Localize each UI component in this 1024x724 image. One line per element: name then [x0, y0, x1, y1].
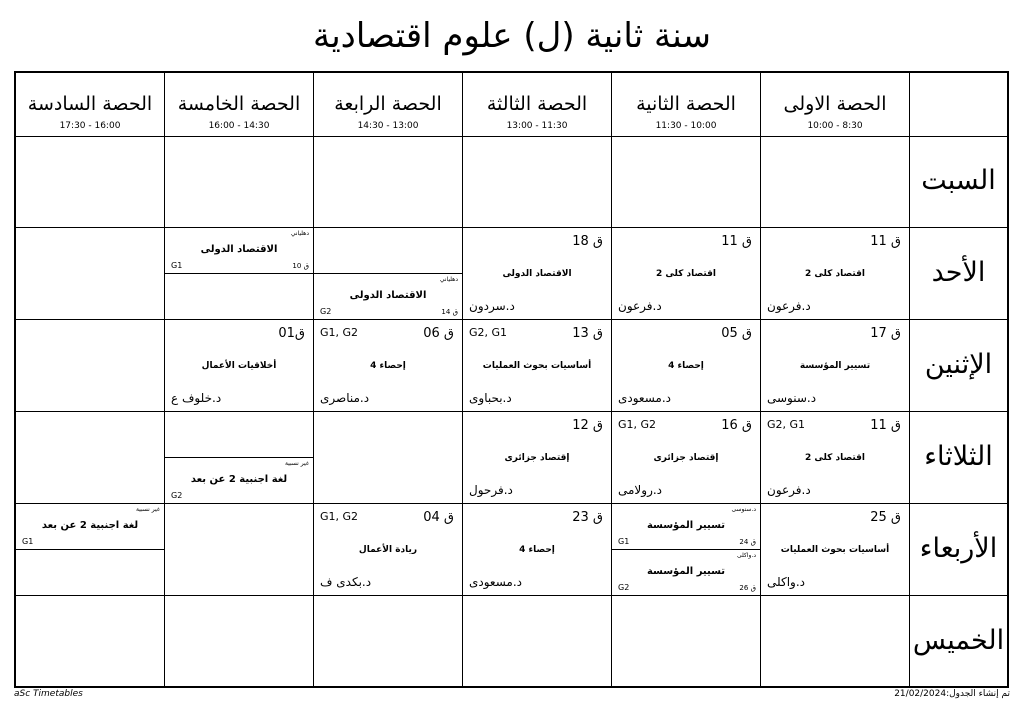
teacher-label: دهلياني — [290, 230, 309, 237]
group-label: G1 — [171, 261, 183, 270]
group-label: G1, G2 — [618, 418, 657, 431]
subject-label: الاقتصاد الدولى — [200, 244, 278, 255]
subject-label: إقتصاد جزائرى — [504, 453, 570, 463]
half-divider — [16, 549, 164, 550]
room-label: ق 24 — [739, 538, 756, 546]
teacher-label: د.واكلى — [767, 575, 805, 589]
subject-label: اقتصاد كلى 2 — [804, 453, 866, 463]
lesson-cell[interactable] — [612, 412, 760, 503]
period-name: الحصة الاولى — [783, 93, 887, 115]
subject-label: اقتصاد كلى 2 — [804, 269, 866, 279]
teacher-label: د.خلوف ع — [171, 391, 222, 405]
group-label: G2 — [320, 307, 332, 316]
group-label: G2, G1 — [469, 326, 508, 339]
room-label: ق 14 — [441, 308, 458, 316]
half-lesson-cell[interactable] — [612, 550, 760, 595]
lesson-cell[interactable] — [761, 412, 909, 503]
subject-label: إحصاء 4 — [370, 361, 406, 371]
teacher-label: د.بحباوى — [469, 391, 512, 405]
teacher-label: د.مسعودى — [469, 575, 523, 589]
lesson-cell[interactable] — [463, 320, 611, 411]
subject-label: إحصاء 4 — [668, 361, 704, 371]
period-time: 17:30 - 16:00 — [59, 121, 121, 131]
half-lesson-cell[interactable] — [165, 458, 313, 503]
group-label: G2, G1 — [767, 418, 806, 431]
day-sunday: الأحد — [931, 257, 986, 288]
teacher-label: د.واكلى — [737, 552, 756, 559]
half-lesson-cell[interactable] — [314, 274, 462, 319]
teacher-label: د.فرعون — [767, 483, 811, 497]
room-label: ق 05 — [721, 326, 752, 341]
lesson-cell[interactable] — [612, 228, 760, 319]
group-label: G1, G2 — [320, 326, 359, 339]
room-label: ق 06 — [423, 326, 454, 341]
subject-label: أخلاقيات الأعمال — [201, 361, 277, 371]
room-label: ق 18 — [572, 234, 603, 249]
room-label: ق 11 — [721, 234, 752, 249]
subject-label: تسيير المؤسسة — [646, 520, 726, 531]
period-name: الحصة الرابعة — [334, 93, 442, 115]
day-tuesday: الثلاثاء — [924, 441, 993, 472]
subject-label: أساسيات بحوث العمليات — [780, 545, 890, 555]
subject-label: لغة اجنبية 2 عن بعد — [190, 474, 288, 485]
teacher-label: د.مسعودى — [618, 391, 672, 405]
period-time: 14:30 - 13:00 — [357, 121, 419, 131]
teacher-label: د.فرعون — [618, 299, 662, 313]
period-header-2 — [612, 73, 760, 136]
subject-label: اقتصاد كلى 2 — [655, 269, 717, 279]
subject-label: الاقتصاد الدولى — [349, 290, 427, 301]
room-label: ق 11 — [870, 418, 901, 433]
room-label: ق 17 — [870, 326, 901, 341]
teacher-label: د.فرعون — [767, 299, 811, 313]
teacher-label: غير نسبية — [284, 460, 309, 467]
page-title: سنة ثانية (ل) علوم اقتصادية — [312, 16, 711, 56]
room-label: ق 13 — [572, 326, 603, 341]
day-monday: الإثنين — [924, 349, 993, 380]
subject-label: لغة اجنبية 2 عن بعد — [41, 520, 139, 531]
subject-label: إحصاء 4 — [519, 545, 555, 555]
room-label: ق 12 — [572, 418, 603, 433]
group-label: G2 — [171, 491, 183, 500]
lesson-cell[interactable] — [761, 320, 909, 411]
period-name: الحصة الثالثة — [486, 93, 588, 115]
period-name: الحصة السادسة — [27, 93, 153, 115]
period-header-3 — [463, 73, 611, 136]
teacher-label: د.سنوسى — [767, 391, 817, 405]
period-name: الحصة الثانية — [636, 93, 736, 115]
day-wednesday: الأربعاء — [919, 533, 998, 564]
lesson-cell[interactable] — [165, 320, 313, 411]
software-credit: aSc Timetables — [14, 689, 83, 699]
group-label: G1 — [618, 537, 630, 546]
lesson-cell[interactable] — [314, 320, 462, 411]
subject-label: تسيير المؤسسة — [646, 566, 726, 577]
subject-label: أساسيات بحوث العمليات — [482, 361, 592, 371]
lesson-cell[interactable] — [463, 504, 611, 595]
teacher-label: د.بكدى ف — [320, 575, 372, 589]
half-lesson-cell[interactable] — [16, 504, 164, 549]
group-label: G1, G2 — [320, 510, 359, 523]
room-label: ق 11 — [870, 234, 901, 249]
period-header-5 — [165, 73, 313, 136]
period-header-4 — [314, 73, 462, 136]
created-date: تم إنشاء الجدول:21/02/2024 — [894, 689, 1010, 699]
room-label: ق 16 — [721, 418, 752, 433]
subject-label: تسيير المؤسسة — [799, 361, 871, 371]
subject-label: الاقتصاد الدولى — [502, 269, 572, 279]
teacher-label: دهلياني — [439, 276, 458, 283]
period-header-6 — [16, 73, 164, 136]
lesson-cell[interactable] — [314, 504, 462, 595]
half-lesson-cell[interactable] — [165, 228, 313, 273]
lesson-cell[interactable] — [463, 228, 611, 319]
group-label: G1 — [22, 537, 34, 546]
teacher-label: د.سردون — [469, 299, 515, 313]
teacher-label: د.فرحول — [469, 483, 513, 497]
room-label: ق 10 — [292, 262, 309, 270]
teacher-label: غير نسبية — [135, 506, 160, 513]
room-label: ق01 — [278, 326, 305, 341]
teacher-label: د.مناصرى — [320, 391, 370, 405]
teacher-label: د.سنوسى — [731, 506, 756, 513]
day-saturday: السبت — [921, 165, 996, 196]
period-time: 16:00 - 14:30 — [208, 121, 270, 131]
half-lesson-cell[interactable] — [612, 504, 760, 549]
room-label: ق 26 — [739, 584, 756, 592]
period-name: الحصة الخامسة — [177, 93, 301, 115]
lesson-cell[interactable] — [761, 504, 909, 595]
room-label: ق 04 — [423, 510, 454, 525]
group-label: G2 — [618, 583, 630, 592]
day-thursday: الخميس — [912, 625, 1005, 656]
timetable-grid — [14, 71, 1009, 688]
room-label: ق 25 — [870, 510, 901, 525]
period-time: 10:00 - 8:30 — [807, 121, 863, 131]
lesson-cell[interactable] — [761, 228, 909, 319]
lesson-cell[interactable] — [463, 412, 611, 503]
half-divider — [165, 273, 313, 274]
room-label: ق 23 — [572, 510, 603, 525]
subject-label: ريادة الأعمال — [358, 545, 418, 555]
period-time: 11:30 - 10:00 — [655, 121, 717, 131]
teacher-label: د.رولامى — [618, 483, 663, 497]
lesson-cell[interactable] — [612, 320, 760, 411]
subject-label: إقتصاد جزائرى — [653, 453, 719, 463]
period-header-1 — [761, 73, 909, 136]
period-time: 13:00 - 11:30 — [506, 121, 568, 131]
